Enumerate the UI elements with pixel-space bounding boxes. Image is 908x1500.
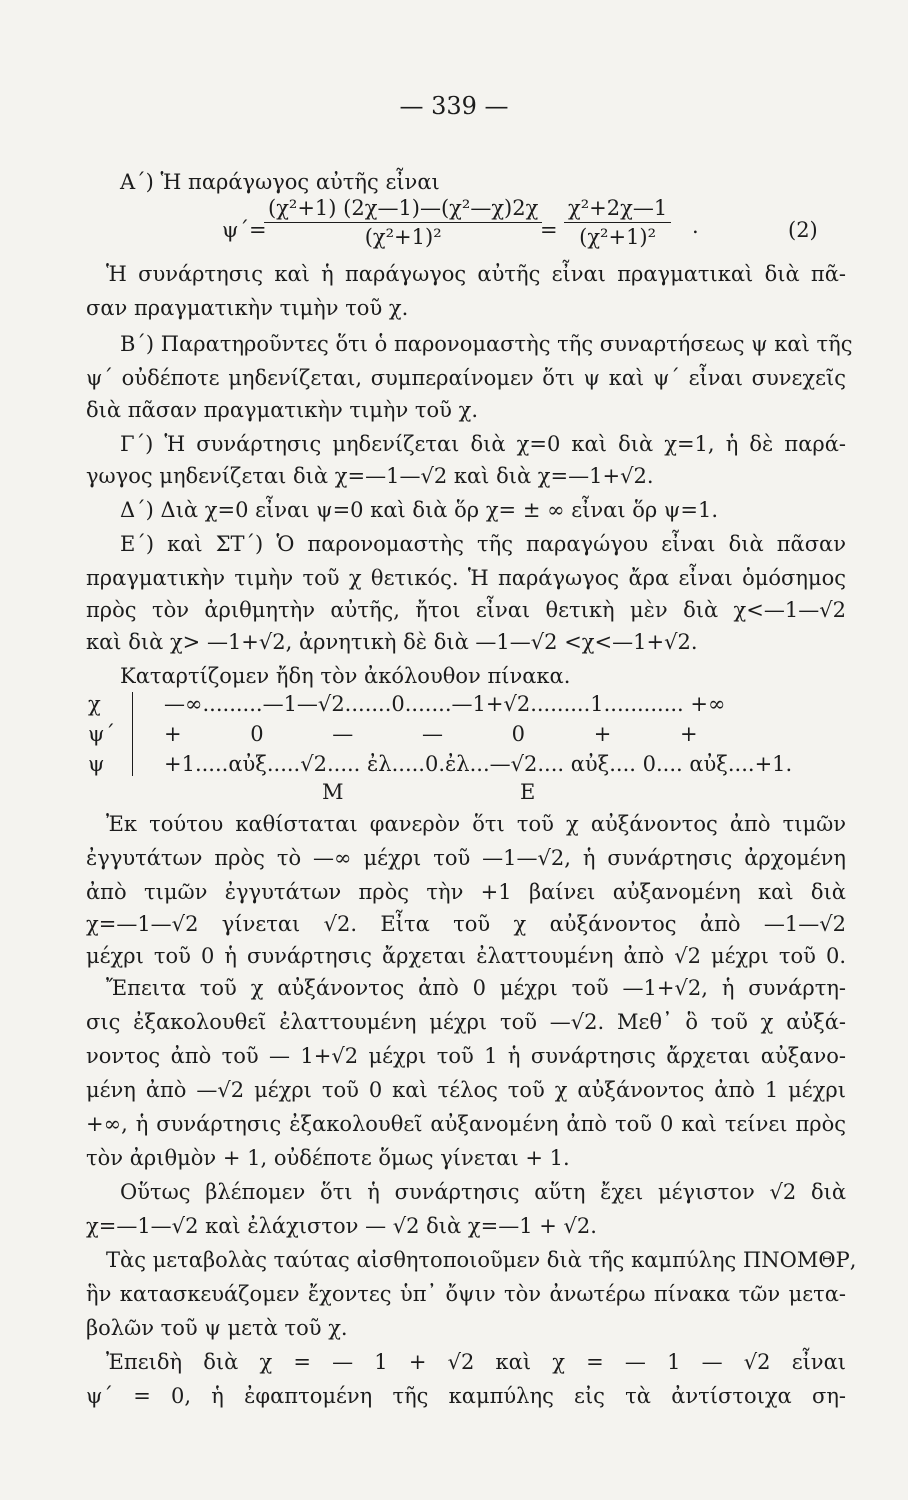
analysis-line-2: ἐγγυτάτων πρὸς τὸ —∞ μέχρι τοῦ —1—√2, ἡ συνάρτησις ἀρχομένη — [86, 846, 846, 870]
tangent-line-1: Ἐπειδὴ διὰ χ = — 1 + √2 καὶ χ = — 1 — √2 εἶναι — [106, 1350, 846, 1374]
formula-fraction-1 — [264, 196, 542, 249]
formula-denominator-1: (χ²+1)² — [364, 225, 442, 249]
formula-equals: = — [540, 218, 558, 242]
table-divider — [132, 692, 133, 776]
section-b-line-1: Β΄) Παρατηροῦντες ὅτι ὁ παρονομαστὴς τῆς συναρτήσεως ψ καὶ τῆς — [120, 332, 853, 356]
section-d-line: Δ΄) Διὰ χ=0 εἶναι ψ=0 καὶ διὰ ὅρ χ= ± ∞ εἶναι ὅρ ψ=1. — [120, 498, 718, 522]
table-values-derivative: + 0 — — 0 + + — [164, 722, 698, 746]
conclusion-line-2: χ=—1—√2 καὶ ἐλάχιστον — √2 διὰ χ=—1 + √2. — [86, 1214, 597, 1238]
derivative-formula — [86, 196, 846, 266]
page-number: — 339 — — [399, 92, 509, 120]
table-label-function: ψ — [88, 752, 105, 776]
curve-line-3: βολῶν τοῦ ψ μετὰ τοῦ χ. — [86, 1316, 348, 1340]
formula-lhs: ψ΄= — [222, 218, 267, 242]
table-label-x: χ — [88, 692, 101, 716]
formula-fraction-2 — [564, 196, 671, 249]
analysis-line-9: μένη ἀπὸ —√2 μέχρι τοῦ 0 καὶ τέλος τοῦ χ αὐξάνοντος ἀπὸ 1 μέχρι — [86, 1078, 846, 1102]
section-b-line-2: ψ΄ οὐδέποτε μηδενίζεται, συμπεραίνομεν ὅτι ψ καὶ ψ΄ εἶναι συνεχεῖς — [86, 366, 846, 390]
table-minimum-label: E — [520, 780, 536, 804]
analysis-line-4: χ=—1—√2 γίνεται √2. Εἶτα τοῦ χ αὐξάνοντος ἀπὸ —1—√2 — [86, 912, 846, 936]
analysis-line-11: τὸν ἀριθμὸν + 1, οὐδέποτε ὅμως γίνεται + 1. — [86, 1146, 570, 1170]
section-g-line-2: γωγος μηδενίζεται διὰ χ=—1—√2 καὶ διὰ χ=—1+√2. — [86, 464, 654, 488]
tangent-line-2: ψ΄ = 0, ἡ ἐφαπτομένη τῆς καμπύλης εἰς τὰ ἀντίστοιχα ση- — [86, 1384, 846, 1408]
formula-numerator-2: χ²+2χ—1 — [564, 196, 671, 223]
analysis-line-3: ἀπὸ τιμῶν ἐγγυτάτων πρὸς τὴν +1 βαίνει αὐξανομένη καὶ διὰ — [86, 880, 846, 904]
table-maximum-label: M — [322, 780, 344, 804]
table-values-function: +1.....αὐξ.....√2..... ἐλ.....0.ἐλ...—√2.... αὐξ.... 0.... αὐξ....+1. — [164, 752, 793, 776]
section-b-line-3: διὰ πᾶσαν πραγματικὴν τιμὴν τοῦ χ. — [86, 398, 479, 422]
section-e-line-2: πραγματικὴν τιμὴν τοῦ χ θετικός. Ἡ παράγωγος ἄρα εἶναι ὁμόσημος — [86, 566, 846, 590]
table-label-derivative: ψ΄ — [88, 722, 115, 746]
section-a-line-2: σαν πραγματικὴν τιμὴν τοῦ χ. — [86, 296, 409, 320]
analysis-line-7: σις ἐξακολουθεῖ ἐλαττουμένη μέχρι τοῦ —√2. Μεθ᾿ ὃ τοῦ χ αὐξά- — [86, 1010, 846, 1034]
table-values-x: —∞.........—1—√2.......0.......—1+√2.........1............ +∞ — [164, 692, 726, 716]
analysis-line-5: μέχρι τοῦ 0 ἡ συνάρτησις ἄρχεται ἐλαττουμένη ἀπὸ √2 μέχρι τοῦ 0. — [86, 944, 846, 968]
section-e-line-4: καὶ διὰ χ> —1+√2, ἀρνητικὴ δὲ διὰ —1—√2 <χ<—1+√2. — [86, 630, 698, 654]
formula-denominator-2: (χ²+1)² — [579, 225, 657, 249]
equation-number: (2) — [788, 218, 818, 242]
curve-line-2: ἣν κατασκευάζομεν ἔχοντες ὑπ᾿ ὄψιν τὸν ἀνωτέρω πίνακα τῶν μετα- — [86, 1282, 846, 1306]
section-g-line-1: Γ΄) Ἡ συνάρτησις μηδενίζεται διὰ χ=0 καὶ διὰ χ=1, ἡ δὲ παρά- — [120, 432, 846, 456]
section-e-line-3: πρὸς τὸν ἀριθμητὴν αὐτῆς, ἤτοι εἶναι θετικὴ μὲν διὰ χ<—1—√2 — [86, 598, 846, 622]
section-e-line-1: Ε΄) καὶ ΣΤ΄) Ὁ παρονομαστὴς τῆς παραγώγου εἶναι διὰ πᾶσαν — [120, 532, 846, 556]
formula-period: . — [692, 214, 699, 238]
section-a-intro: Α΄) Ἡ παράγωγος αὐτῆς εἶναι — [120, 170, 440, 194]
analysis-line-8: νοντος ἀπὸ τοῦ — 1+√2 μέχρι τοῦ 1 ἡ συνάρτησις ἄρχεται αὐξανο- — [86, 1044, 846, 1068]
analysis-line-10: +∞, ἡ συνάρτησις ἐξακολουθεῖ αὐξανομένη ἀπὸ τοῦ 0 καὶ τείνει πρὸς — [86, 1112, 846, 1136]
formula-numerator-1: (χ²+1) (2χ—1)—(χ²—χ)2χ — [264, 196, 542, 223]
analysis-line-1: Ἐκ τούτου καθίσταται φανερὸν ὅτι τοῦ χ αὐξάνοντος ἀπὸ τιμῶν — [106, 812, 846, 836]
conclusion-line-1: Οὕτως βλέπομεν ὅτι ἡ συνάρτησις αὕτη ἔχει μέγιστον √2 διὰ — [120, 1180, 846, 1204]
table-intro: Καταρτίζομεν ἤδη τὸν ἀκόλουθον πίνακα. — [120, 664, 571, 688]
variation-table — [86, 680, 846, 804]
curve-line-1: Τὰς μεταβολὰς ταύτας αἰσθητοποιοῦμεν διὰ τῆς καμπύλης ΠΝΟΜΘΡ, — [106, 1248, 857, 1272]
analysis-line-6: Ἔπειτα τοῦ χ αὐξάνοντος ἀπὸ 0 μέχρι τοῦ —1+√2, ἡ συνάρτη- — [106, 976, 846, 1000]
section-a-line-1: Ἡ συνάρτησις καὶ ἡ παράγωγος αὐτῆς εἶναι πραγματικαὶ διὰ πᾶ- — [106, 262, 846, 286]
